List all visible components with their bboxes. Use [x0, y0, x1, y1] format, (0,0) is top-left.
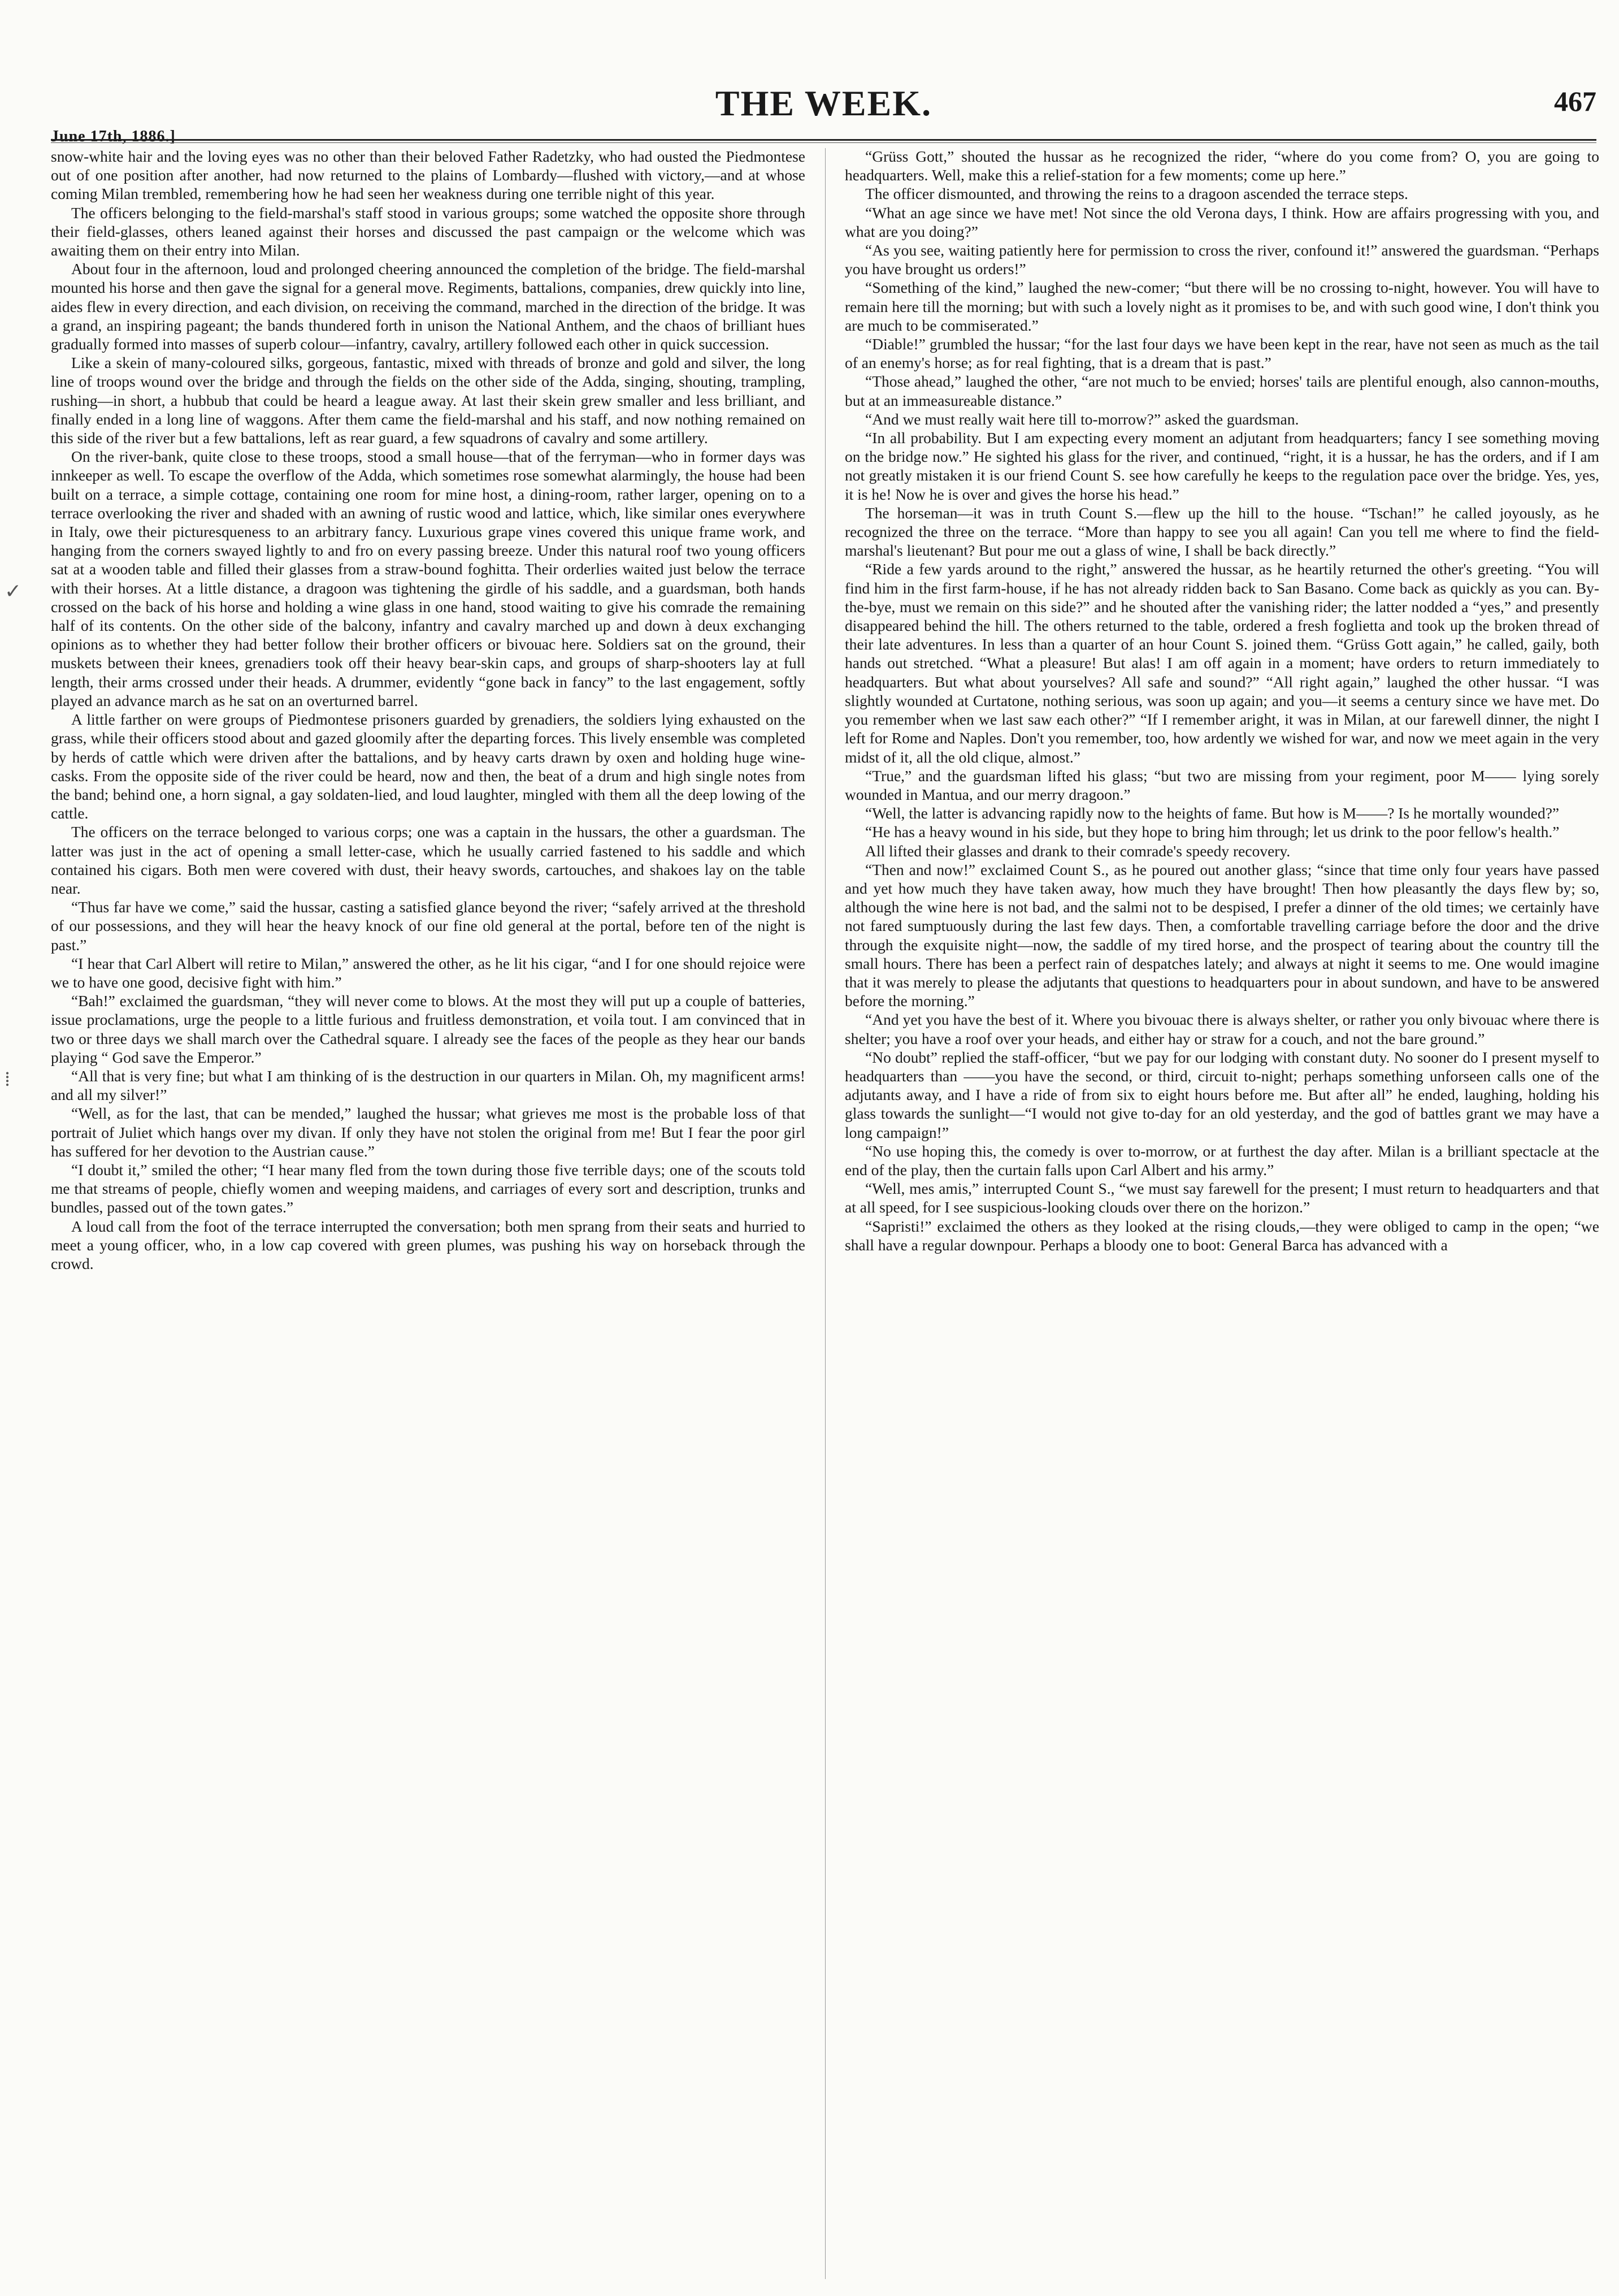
paragraph: “Then and now!” exclaimed Count S., as he poured out another glass; “since that time only four years have passed and yet how much they have taken away, how much they have brought! Then how pleasantly the days flew by; so, although the wine here is not bad, and the salmi not to be despised, I prefer a dinner of the old times; we certainly have not fared sumptuously during the last few days. Then, a comfortable travelling carriage before the door and the drive through the exquisite night—now, the saddle of my tired horse, and the prospect of tearing about the country till the small hours. There has been a perfect rain of despatches lately; and always at night it seems to me. One would imagine that it was merely to please the adjutants that questions to headquarters pour in about sundown, and have to be answered before the morning.” [845, 860, 1599, 1010]
paragraph: “As you see, waiting patiently here for permission to cross the river, confound it!” answered the guardsman. “Perhaps you have brought us orders!” [845, 241, 1599, 278]
paragraph: “Well, mes amis,” interrupted Count S., “we must say farewell for the present; I must return to headquarters and that at all speed, for I see suspicious-looking clouds over there on the horizon.” [845, 1180, 1599, 1216]
paragraph: “Well, the latter is advancing rapidly now to the heights of fame. But how is M——? Is he mortally wounded?” [865, 804, 1560, 822]
paragraph: “Thus far have we come,” said the hussar, casting a satisfied glance beyond the river; “safely arrived at the threshold of our possessions, and they will hear the heavy knock of our fine old general at the portal, before ten of the night is past.” [51, 898, 805, 954]
paragraph: “I hear that Carl Albert will retire to Milan,” answered the other, as he lit his cigar, “and I for one should rejoice were we to have one good, decisive fight with him.” [51, 954, 805, 991]
paragraph: “Ride a few yards around to the right,” answered the hussar, as he heartily returned the other's greeting. “You will find him in the first farm-house, if he has not already ridden back to San Basano. Come back as quickly as you can. By-the-bye, must we remain on this side?” and he shouted after the vanishing rider; the latter nodded a “yes,” and presently disappeared behind the hill. The others returned to the table, ordered a fresh foglietta and took up the broken thread of their late adventures. In less than a quarter of an hour Count S. joined them. “Grüss Gott again,” he called, gaily, both hands out stretched. “What a pleasure! But alas! I am off again in a moment; have orders to return immediately to headquarters. But what about yourselves? All safe and sound?” “All right again,” laughed the other hussar. “I was slightly wounded at Curtatone, nothing serious, was soon up again; and you—it seems a century since we have met. Do you remember when we last saw each other?” “If I remember aright, it was in Milan, at our farewell dinner, the night I left for Rome and Naples. Don't you remember, too, how ardently we wished for war, and now we meet again in the very midst of it, all the old clique, almost.” [845, 560, 1599, 766]
paragraph: “Grüss Gott,” shouted the hussar as he recognized the rider, “where do you come from? O, you are going to headquarters. Well, make this a relief-station for a few moments; come up here.” [845, 148, 1599, 184]
paragraph: A little farther on were groups of Piedmontese prisoners guarded by grenadiers, the soldiers lying exhausted on the grass, while their officers stood about and gazed gloomily after the departing forces. This lively ensemble was completed by herds of cattle which were driven after the battalions, and by heavy carts drawn by oxen and holding huge wine-casks. From the opposite side of the river could be heard, now and then, the beat of a drum and high single notes from the band; behind one, a horn signal, a gay soldaten-lied, and loud laughter, mingled with them all the deep lowing of the cattle. [51, 711, 805, 822]
paragraph: “No doubt” replied the staff-officer, “but we pay for our lodging with constant duty. No sooner do I present myself to headquarters than ——you have the second, or third, circuit to-night; perhaps something unforseen calls one of the adjutants away, and I have a ride of from six to eight hours before me. But after all” he ended, laughing, holding his glass towards the sunlight—“I would not give to-day for an old yesterday, and the god of battles grant we may have a long campaign!” [845, 1048, 1599, 1141]
margin-mark: ⁞ [5, 1068, 11, 1090]
paragraph: The horseman—it was in truth Count S.—flew up the hill to the house. “Tschan!” he called joyously, as he recognized the three on the terrace. “More than happy to see you all again! Can you tell me where to find the field-marshal's lieutenant? But pour me out a glass of wine, I shall be back directly.” [845, 504, 1599, 560]
paragraph: “True,” and the guardsman lifted his glass; “but two are missing from your regiment, poor M—— lying sorely wounded in Mantua, and our merry dragoon.” [845, 766, 1599, 803]
paragraph: “Something of the kind,” laughed the new-comer; “but there will be no crossing to-night, however. You will have to remain here till the morning; but with such a lovely night as it promises to be, and with such good wine, I don't think you are much to be commiserated.” [845, 279, 1599, 334]
paragraph: “Those ahead,” laughed the other, “are not much to be envied; horses' tails are plentiful enough, also cannon-mouths, but at an immeasureable distance.” [845, 372, 1599, 409]
column-divider [825, 148, 826, 2279]
left-column [51, 147, 805, 2284]
paragraph: On the river-bank, quite close to these troops, stood a small house—that of the ferryman—who in former days was innkeeper as well. To escape the overflow of the Adda, which sometimes rose somewhat alarmingly, the house had been built on a terrace, a simple cottage, containing one room for mine host, a dining-room, rather larger, opening on to a terrace overlooking the river and shaded with an awning of rustic wood and lattice, which, like similar ones everywhere in Italy, owe their picturesqueness to an arbitrary fancy. Luxurious grape vines covered this unique frame work, and hanging from the corners swayed lightly to and fro on every passing breeze. Under this natural roof two young officers sat at a wooden table and filled their glasses from a straw-bound foghitta. Their orderlies waited just below the terrace with their horses. At a little distance, a dragoon was tightening the girdle of his saddle, and a guardsman, both hands crossed on the back of his horse and holding a wine glass in one hand, stood waiting to give his comrade the remaining half of its contents. On the other side of the balcony, infantry and cavalry marched up and down à deux exchanging opinions as to whether they had better follow their brother officers or bivouac here. Soldiers sat on the ground, their muskets between their knees, grenadiers took off their heavy bear-skin caps, and groups of sharp-shooters lay at full length, their arms crossed under their heads. A drummer, evidently “gone back in fancy” to the last engagement, softly played an advance march as he sat on an overturned barrel. [51, 448, 805, 709]
page-header [51, 78, 1596, 145]
paragraph: The officers on the terrace belonged to various corps; one was a captain in the hussars, the other a guardsman. The latter was just in the act of opening a small letter-case, which he usually carried fastened to his saddle and which contained his cigars. Both men were covered with dust, their heavy swords, cartouches, and shakoes lay on the table near. [51, 823, 805, 897]
paragraph: “He has a heavy wound in his side, but they hope to bring him through; let us drink to the poor fellow's health.” [865, 823, 1560, 841]
paragraph: “In all probability. But I am expecting every moment an adjutant from headquarters; fancy I see something moving on the bridge now.” He sighted his glass for the river, and continued, “right, it is a hussar, he has the orders, and if I am not greatly mistaken it is our friend Count S. see how carefully he keeps to the regulation pace over the bridge. Yes, yes, it is he! Now he is over and gives the horse his head.” [845, 429, 1599, 503]
paragraph: A loud call from the foot of the terrace interrupted the conversation; both men sprang from their seats and hurried to meet a young officer, who, in a low cap covered with green plumes, was pushing his way on horseback through the crowd. [51, 1217, 805, 1272]
paragraph: The officer dismounted, and throwing the reins to a dragoon ascended the terrace steps. [865, 185, 1408, 203]
paragraph: “Well, as for the last, that can be mended,” laughed the hussar; what grieves me most is the probable loss of that portrait of Juliet which hangs over my divan. If only they have not stolen the original from me! But I fear the poor girl has suffered for her devotion to the Austrian cause.” [51, 1104, 805, 1160]
issue-date: June 17th, 1886.] [51, 128, 176, 145]
paragraph: “What an age since we have met! Not since the old Verona days, I think. How are affairs progressing with you, and what are you doing?” [845, 203, 1599, 240]
paragraph: All lifted their glasses and drank to their comrade's speedy recovery. [865, 842, 1291, 860]
paragraph: Like a skein of many-coloured silks, gorgeous, fantastic, mixed with threads of bronze and gold and silver, the long line of troops wound over the bridge and through the fields on the other side of the Adda, singing, shouting, trampling, rushing—in short, a hubbub that could be heard a league away. At last their skein grew smaller and less brilliant, and finally ended in a long line of waggons. After them came the field-marshal and his staff, and now nothing remained on this side of the river but a few battalions, left as rear guard, a few squadrons of cavalry and some artillery. [51, 354, 805, 447]
header-rule-thin [51, 142, 1596, 143]
paragraph: The officers belonging to the field-marshal's staff stood in various groups; some watched the opposite shore through their field-glasses, others leaned against their horses and discussed the past campaign or the welcome which was awaiting them on their entry into Milan. [51, 203, 805, 259]
paragraph: “All that is very fine; but what I am thinking of is the destruction in our quarters in Milan. Oh, my magnificent arms! and all my silver!” [51, 1067, 805, 1104]
paragraph: “And we must really wait here till to-morrow?” asked the guardsman. [865, 410, 1299, 428]
paragraph: “Sapristi!” exclaimed the others as they looked at the rising clouds,—they were obliged to camp in the open; “we shall have a regular downpour. Perhaps a bloody one to boot: General Barca has advanced with a [845, 1217, 1599, 1254]
right-column [845, 147, 1599, 2284]
paragraph: “And yet you have the best of it. Where you bivouac there is always shelter, or rather you only bivouac where there is shelter; you have a roof over your heads, and either hay or straw for a couch, and not the bare ground.” [845, 1011, 1599, 1047]
margin-mark: ✓ [5, 580, 22, 603]
header-rule [51, 139, 1596, 141]
paragraph: “I doubt it,” smiled the other; “I hear many fled from the town during those five terrible days; one of the scouts told me that streams of people, chiefly women and weeping maidens, and carriages of every sort and description, trunks and bundles, passed out of the town gates.” [51, 1160, 805, 1216]
paragraph: “No use hoping this, the comedy is over to-morrow, or at furthest the day after. Milan is a brilliant spectacle at the end of the play, then the curtain falls upon Carl Albert and his army.” [845, 1142, 1599, 1179]
paragraph: “Diable!” grumbled the hussar; “for the last four days we have been kept in the rear, have not seen as much as the tail of an enemy's horse; as for real fighting, that is a dream that is past.” [845, 335, 1599, 372]
paragraph: “Bah!” exclaimed the guardsman, “they will never come to blows. At the most they will put up a couple of batteries, issue proclamations, urge the people to a little furious and fruitless demonstration, et voila tout. I am convinced that in two or three days we shall march over the Cathedral square. I already see the faces of the people as they hear our bands playing “ God save the Emperor.” [51, 992, 805, 1066]
paragraph: About four in the afternoon, loud and prolonged cheering announced the completion of the bridge. The field-marshal mounted his horse and then gave the signal for a general move. Regiments, battalions, companies, drew quickly into line, aides flew in every direction, and each division, on receiving the command, marched in the direction of the bridge. It was a grand, an inspiring pageant; the bands thundered forth in unison the National Anthem, and the chaos of brilliant hues gradually formed into masses of superb colour—infantry, cavalry, artillery followed each other in quick succession. [51, 260, 805, 353]
page-number: 467 [1554, 85, 1596, 117]
masthead-title: THE WEEK. [715, 83, 932, 123]
paragraph: snow-white hair and the loving eyes was no other than their beloved Father Radetzky, who had ousted the Piedmontese out of one position after another, had now returned to the plains of Lombardy—flushed with victory,—and at whose coming Milan trembled, remembering how he had seen her weakness during one terrible night of this year. [51, 148, 805, 203]
